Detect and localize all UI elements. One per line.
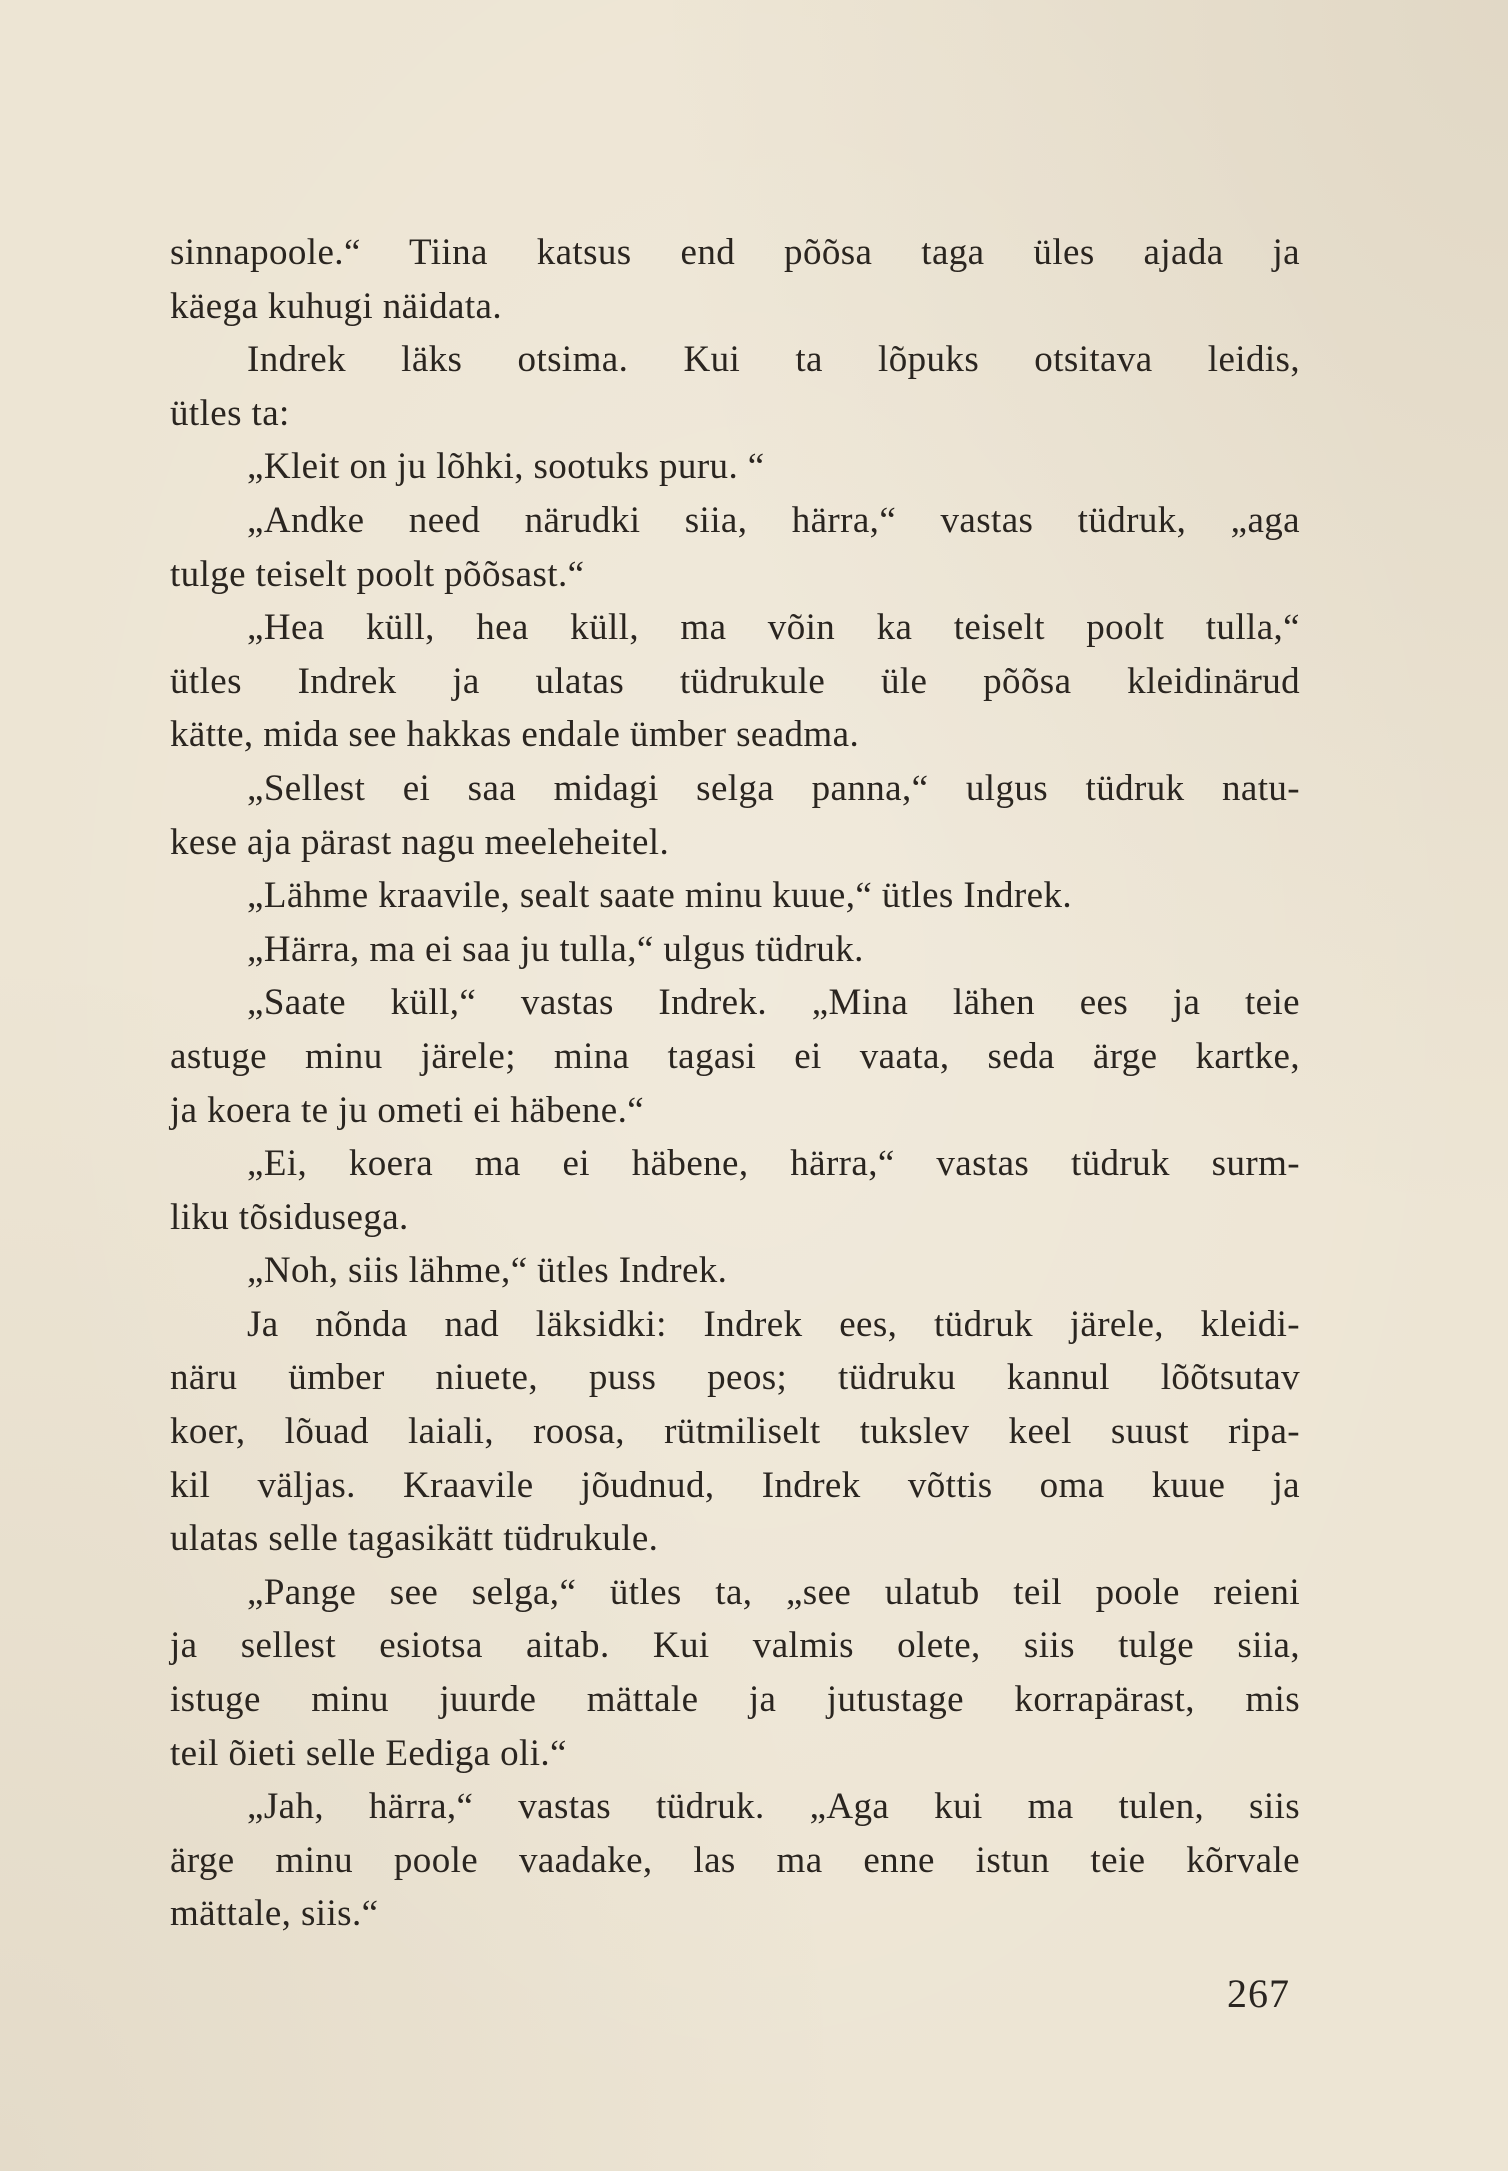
text-line: liku tõsidusega.	[170, 1196, 409, 1238]
text-line: „Sellest ei saa midagi selga panna,“ ulgus tüdruk natu-	[247, 767, 1300, 809]
text-line: kil väljas. Kraavile jõudnud, Indrek võttis oma kuue ja	[170, 1464, 1300, 1506]
text-line: astuge minu järele; mina tagasi ei vaata, seda ärge kartke,	[170, 1035, 1300, 1077]
text-line: Indrek läks otsima. Kui ta lõpuks otsitava leidis,	[247, 339, 1300, 381]
text-line: sinnapoole.“ Tiina katsus end põõsa taga üles ajada ja	[170, 232, 1300, 273]
text-line: „Andke need närudki siia, härra,“ vastas tüdruk, „aga	[247, 499, 1300, 541]
text-line: ütles Indrek ja ulatas tüdrukule üle põõsa kleidinärud	[170, 660, 1300, 702]
text-line: istuge minu juurde mättale ja jutustage korrapärast, mis	[170, 1679, 1300, 1721]
text-line: „Kleit on ju lõhki, sootuks puru. “	[247, 446, 765, 488]
text-line: „Noh, siis lähme,“ ütles Indrek.	[247, 1250, 728, 1292]
body-text	[170, 226, 1300, 1941]
text-line: kätte, mida see hakkas endale ümber seadma.	[170, 714, 860, 756]
text-line: „Lähme kraavile, sealt saate minu kuue,“ ütles Indrek.	[247, 875, 1072, 917]
text-line: „Pange see selga,“ ütles ta, „see ulatub teil poole reieni	[247, 1571, 1300, 1613]
text-line: ja sellest esiotsa aitab. Kui valmis olete, siis tulge siia,	[170, 1625, 1300, 1667]
text-line: koer, lõuad laiali, roosa, rütmiliselt tukslev keel suust ripa-	[170, 1411, 1300, 1453]
text-line: teil õieti selle Eediga oli.“	[170, 1732, 567, 1774]
text-line: kese aja pärast nagu meeleheitel.	[170, 821, 670, 863]
text-line: näru ümber niuete, puss peos; tüdruku kannul lõõtsutav	[170, 1357, 1300, 1399]
text-line: ulatas selle tagasikätt tüdrukule.	[170, 1518, 659, 1560]
text-line: ütles ta:	[170, 392, 290, 434]
text-line: „Saate küll,“ vastas Indrek. „Mina lähen ees ja teie	[247, 982, 1300, 1024]
text-line: „Ei, koera ma ei häbene, härra,“ vastas tüdruk surm-	[247, 1143, 1300, 1185]
text-line: käega kuhugi näidata.	[170, 285, 503, 327]
text-line: „Jah, härra,“ vastas tüdruk. „Aga kui ma tulen, siis	[247, 1786, 1300, 1828]
text-line: ja koera te ju ometi ei häbene.“	[170, 1089, 645, 1131]
text-line: ärge minu poole vaadake, las ma enne istun teie kõrvale	[170, 1839, 1300, 1881]
text-line: tulge teiselt poolt põõsast.“	[170, 553, 585, 595]
text-line: Ja nõnda nad läksidki: Indrek ees, tüdruk järele, kleidi-	[247, 1303, 1300, 1345]
text-line: mättale, siis.“	[170, 1893, 379, 1935]
text-line: „Hea küll, hea küll, ma võin ka teiselt poolt tulla,“	[247, 607, 1300, 649]
text-line: „Härra, ma ei saa ju tulla,“ ulgus tüdruk.	[247, 928, 864, 970]
page-number: 267	[1227, 1971, 1290, 2016]
